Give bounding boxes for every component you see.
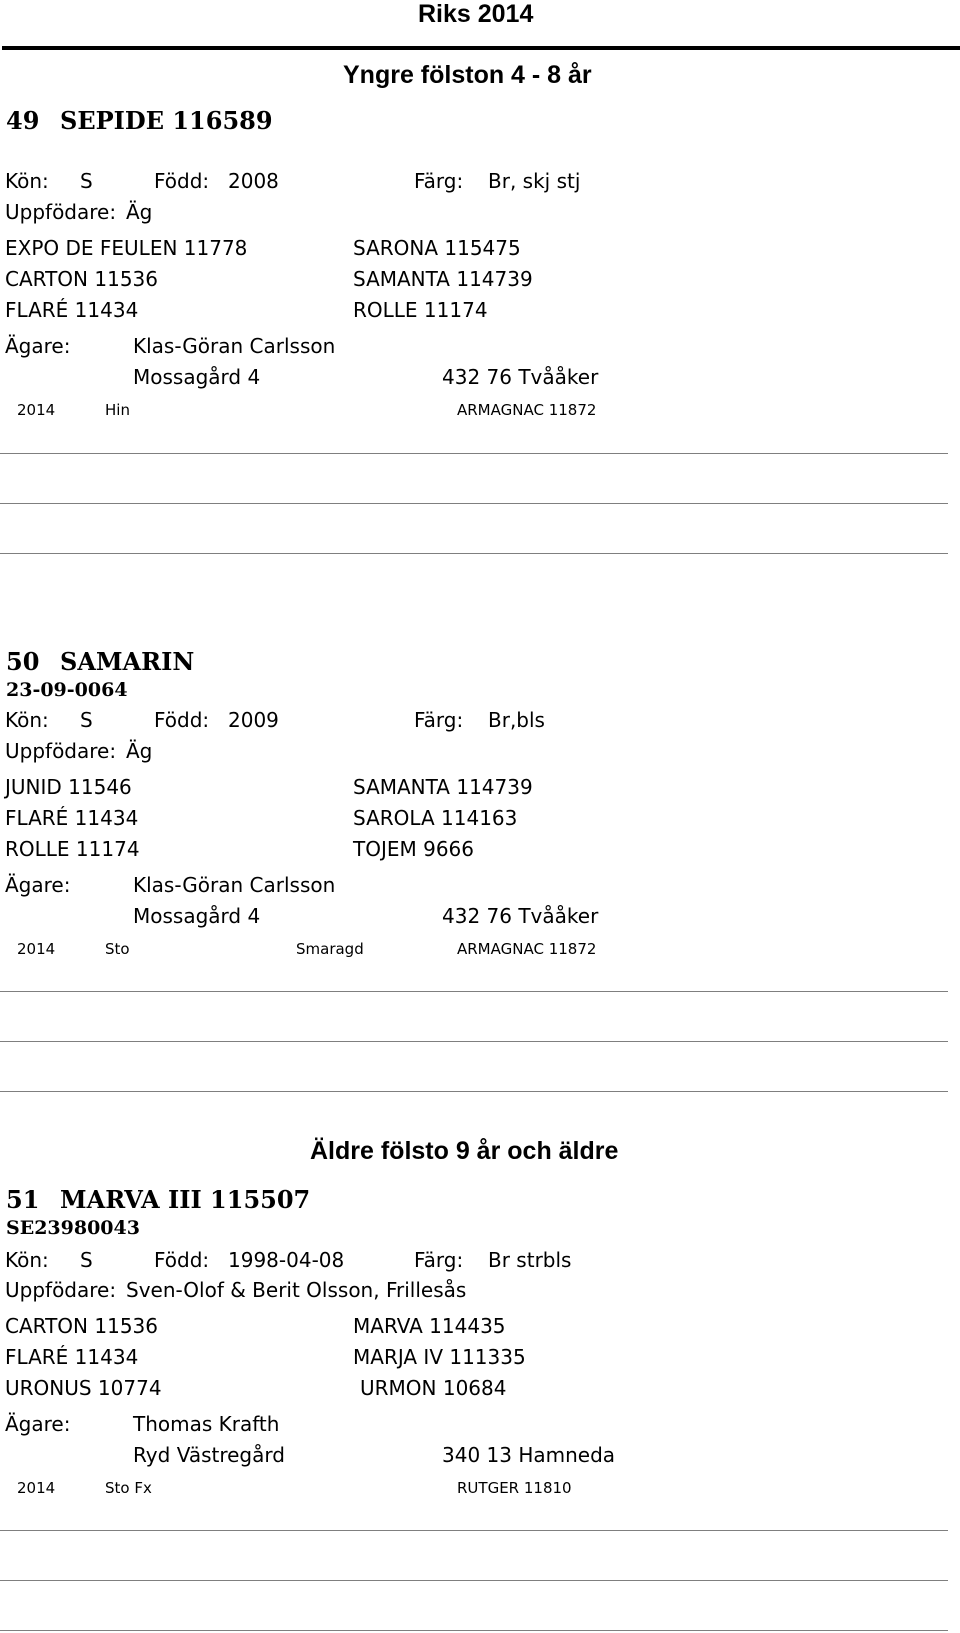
color-value: Br, skj stj [488, 169, 581, 193]
owner-city: 340 13 Hamneda [442, 1443, 616, 1467]
entry-registration: 23-09-0064 [6, 679, 128, 701]
pedigree-sire-dam: URONUS 10774 [5, 1376, 162, 1400]
pedigree-dam-sire: TOJEM 9666 [353, 837, 475, 861]
sex-label: Kön: [5, 708, 49, 732]
divider [0, 1091, 948, 1092]
entry-number: 49 [6, 106, 40, 135]
divider [0, 1041, 948, 1042]
divider [0, 991, 948, 992]
owner-city: 432 76 Tvååker [442, 365, 599, 389]
owner-address: Ryd Västregård [133, 1443, 285, 1467]
entry-number: 50 [6, 647, 40, 676]
born-label: Född: [154, 708, 210, 732]
foal-sex: Hin [105, 401, 130, 419]
owner-label: Ägare: [5, 1412, 71, 1436]
sex-label: Kön: [5, 169, 49, 193]
breeder-label: Uppfödare: [5, 739, 117, 763]
owner-label: Ägare: [5, 334, 71, 358]
born-label: Född: [154, 1248, 210, 1272]
pedigree-sire: JUNID 11546 [5, 775, 132, 799]
pedigree-dam-dam: SAMANTA 114739 [353, 267, 533, 291]
foal-year: 2014 [17, 1479, 56, 1497]
pedigree-sire-dam: ROLLE 11174 [5, 837, 140, 861]
pedigree-dam: SARONA 115475 [353, 236, 521, 260]
owner-name: Klas-Göran Carlsson [133, 334, 336, 358]
pedigree-dam: MARVA 114435 [353, 1314, 506, 1338]
breeder-label: Uppfödare: [5, 1278, 117, 1302]
color-value: Br strbls [488, 1248, 572, 1272]
foal-year: 2014 [17, 940, 56, 958]
foal-name: Smaragd [296, 940, 364, 958]
pedigree-sire-sire: CARTON 11536 [5, 267, 158, 291]
divider [0, 553, 948, 554]
class-title: Äldre fölsto 9 år och äldre [310, 1137, 619, 1165]
owner-name: Klas-Göran Carlsson [133, 873, 336, 897]
sex-value: S [80, 1248, 93, 1272]
owner-name: Thomas Krafth [133, 1412, 280, 1436]
divider [0, 1530, 948, 1531]
pedigree-dam-dam: SAROLA 114163 [353, 806, 518, 830]
born-value: 1998-04-08 [228, 1248, 345, 1272]
sex-label: Kön: [5, 1248, 49, 1272]
sex-value: S [80, 708, 93, 732]
color-label: Färg: [414, 1248, 464, 1272]
pedigree-sire-sire: FLARÉ 11434 [5, 1345, 139, 1369]
pedigree-sire: CARTON 11536 [5, 1314, 158, 1338]
divider [0, 1580, 948, 1581]
foal-sex: Sto Fx [105, 1479, 152, 1497]
entry-name: SEPIDE 116589 [60, 106, 273, 135]
color-label: Färg: [414, 708, 464, 732]
pedigree-sire: EXPO DE FEULEN 11778 [5, 236, 248, 260]
entry-name: MARVA III 115507 [60, 1185, 311, 1214]
color-label: Färg: [414, 169, 464, 193]
pedigree-dam: SAMANTA 114739 [353, 775, 533, 799]
owner-label: Ägare: [5, 873, 71, 897]
born-value: 2009 [228, 708, 279, 732]
pedigree-dam-sire: ROLLE 11174 [353, 298, 488, 322]
header-rule [2, 46, 960, 50]
breeder-value: Äg [126, 739, 153, 763]
entry-registration: SE23980043 [6, 1217, 140, 1239]
pedigree-dam-sire: URMON 10684 [360, 1376, 507, 1400]
foal-sire: ARMAGNAC 11872 [457, 940, 597, 958]
born-label: Född: [154, 169, 210, 193]
foal-sire: ARMAGNAC 11872 [457, 401, 597, 419]
foal-sex: Sto [105, 940, 130, 958]
divider [0, 453, 948, 454]
owner-address: Mossagård 4 [133, 904, 261, 928]
pedigree-sire-sire: FLARÉ 11434 [5, 806, 139, 830]
foal-year: 2014 [17, 401, 56, 419]
entry-name: SAMARIN [60, 647, 195, 676]
born-value: 2008 [228, 169, 279, 193]
divider [0, 503, 948, 504]
owner-city: 432 76 Tvååker [442, 904, 599, 928]
divider [0, 1630, 948, 1631]
sex-value: S [80, 169, 93, 193]
class-title: Yngre fölston 4 - 8 år [343, 61, 592, 89]
breeder-value: Sven-Olof & Berit Olsson, Frillesås [126, 1278, 467, 1302]
pedigree-sire-dam: FLARÉ 11434 [5, 298, 139, 322]
owner-address: Mossagård 4 [133, 365, 261, 389]
foal-sire: RUTGER 11810 [457, 1479, 572, 1497]
breeder-value: Äg [126, 200, 153, 224]
page-title: Riks 2014 [418, 0, 534, 28]
entry-number: 51 [6, 1185, 40, 1214]
color-value: Br,bls [488, 708, 545, 732]
pedigree-dam-dam: MARJA IV 111335 [353, 1345, 526, 1369]
breeder-label: Uppfödare: [5, 200, 117, 224]
